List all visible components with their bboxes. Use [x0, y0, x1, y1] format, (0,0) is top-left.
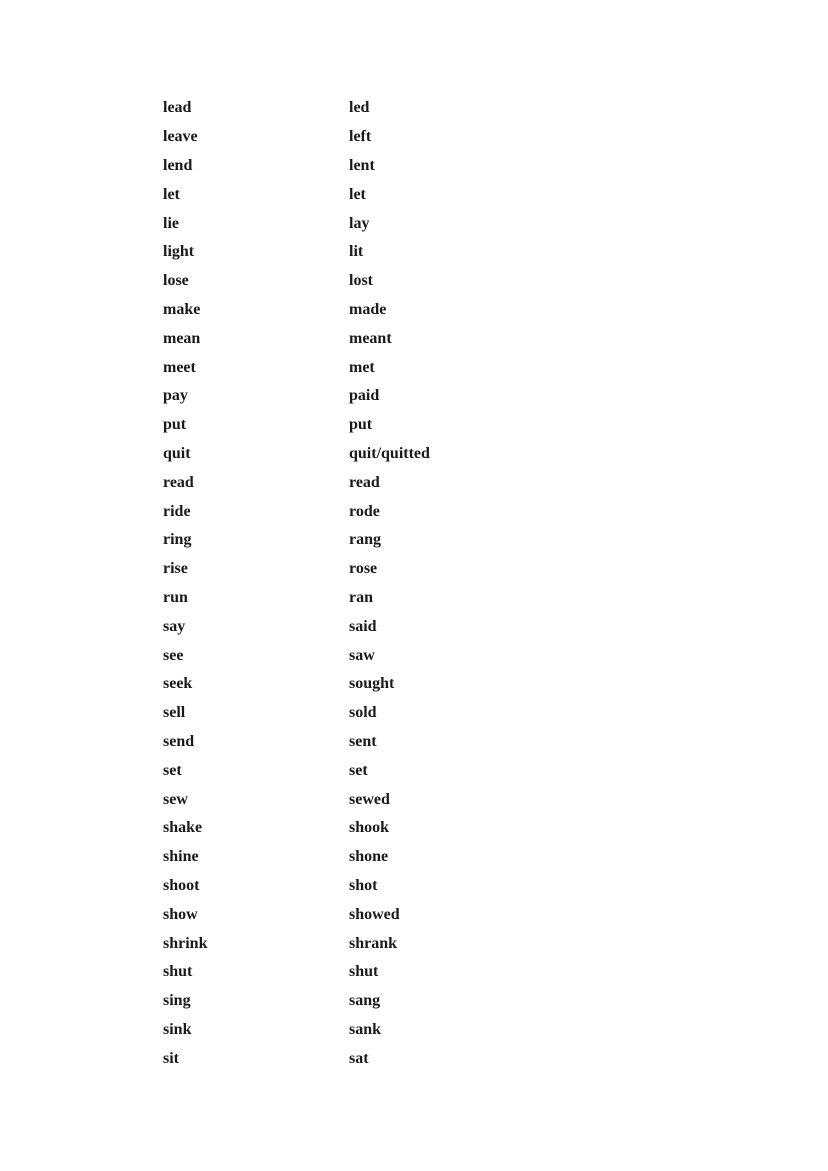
verb-row [163, 958, 563, 987]
verb-row [163, 468, 563, 497]
verb-row [163, 94, 563, 123]
verb-row [163, 555, 563, 584]
verb-base-form: ring [163, 531, 192, 549]
verb-base-form: send [163, 732, 195, 750]
verb-past-form: paid [349, 387, 380, 405]
verb-past-form: shut [349, 963, 379, 981]
verb-row [163, 814, 563, 843]
verb-base-form: sing [163, 992, 191, 1010]
verb-base-form: say [163, 617, 186, 635]
verb-row [163, 238, 563, 267]
verb-row [163, 929, 563, 958]
verb-row [163, 382, 563, 411]
verb-past-form: shot [349, 876, 378, 894]
verb-row [163, 900, 563, 929]
verb-row [163, 670, 563, 699]
verb-row [163, 152, 563, 181]
verb-row [163, 209, 563, 238]
verb-past-form: rose [349, 560, 378, 578]
verb-base-form: ride [163, 502, 191, 520]
verb-row [163, 353, 563, 382]
verb-past-form: rode [349, 502, 380, 520]
verb-row [163, 612, 563, 641]
verb-past-form: read [349, 473, 380, 491]
verb-base-form: sink [163, 1020, 192, 1038]
irregular-verb-list [163, 94, 563, 1073]
verb-past-form: sold [349, 704, 377, 722]
verb-past-form: showed [349, 905, 400, 923]
verb-past-form: put [349, 416, 373, 434]
verb-base-form: show [163, 905, 198, 923]
verb-past-form: left [349, 128, 372, 146]
verb-past-form: lent [349, 156, 375, 174]
verb-row [163, 1016, 563, 1045]
verb-row [163, 699, 563, 728]
verb-row [163, 1044, 563, 1073]
verb-base-form: seek [163, 675, 193, 693]
verb-row [163, 872, 563, 901]
verb-row [163, 411, 563, 440]
verb-base-form: leave [163, 128, 198, 146]
verb-base-form: put [163, 416, 187, 434]
verb-row [163, 641, 563, 670]
verb-row [163, 526, 563, 555]
verb-past-form: made [349, 300, 387, 318]
verb-row [163, 180, 563, 209]
verb-row [163, 756, 563, 785]
verb-base-form: shrink [163, 934, 208, 952]
verb-past-form: quit/quitted [349, 444, 430, 462]
verb-base-form: make [163, 300, 201, 318]
verb-base-form: lie [163, 214, 179, 232]
verb-past-form: saw [349, 646, 375, 664]
verb-base-form: shine [163, 848, 199, 866]
verb-row [163, 785, 563, 814]
verb-base-form: sell [163, 704, 186, 722]
verb-past-form: shrank [349, 934, 398, 952]
verb-row [163, 843, 563, 872]
verb-past-form: sought [349, 675, 395, 693]
verb-base-form: meet [163, 358, 196, 376]
verb-past-form: lay [349, 214, 370, 232]
verb-base-form: set [163, 761, 182, 779]
verb-past-form: meant [349, 329, 392, 347]
verb-base-form: rise [163, 560, 188, 578]
verb-base-form: lead [163, 99, 192, 117]
verb-base-form: shut [163, 963, 193, 981]
verb-past-form: shone [349, 848, 389, 866]
verb-base-form: shoot [163, 876, 200, 894]
verb-base-form: shake [163, 819, 203, 837]
verb-past-form: ran [349, 588, 373, 606]
verb-past-form: set [349, 761, 368, 779]
verb-row [163, 296, 563, 325]
verb-base-form: light [163, 243, 195, 261]
verb-base-form: pay [163, 387, 188, 405]
verb-past-form: let [349, 185, 366, 203]
verb-row [163, 123, 563, 152]
verb-base-form: sew [163, 790, 188, 808]
verb-past-form: sent [349, 732, 377, 750]
verb-row [163, 324, 563, 353]
verb-row [163, 728, 563, 757]
verb-base-form: sit [163, 1049, 179, 1067]
verb-row [163, 987, 563, 1016]
verb-row [163, 497, 563, 526]
verb-past-form: sang [349, 992, 381, 1010]
verb-row [163, 440, 563, 469]
verb-past-form: shook [349, 819, 390, 837]
verb-base-form: read [163, 473, 194, 491]
verb-past-form: lost [349, 272, 373, 290]
verb-past-form: sank [349, 1020, 382, 1038]
verb-past-form: sewed [349, 790, 390, 808]
verb-base-form: quit [163, 444, 191, 462]
verb-past-form: sat [349, 1049, 369, 1067]
verb-base-form: lose [163, 272, 189, 290]
verb-row [163, 584, 563, 613]
verb-base-form: see [163, 646, 184, 664]
verb-base-form: mean [163, 329, 201, 347]
verb-base-form: lend [163, 156, 193, 174]
verb-past-form: rang [349, 531, 381, 549]
verb-past-form: said [349, 617, 377, 635]
verb-base-form: let [163, 185, 180, 203]
verb-past-form: led [349, 99, 370, 117]
verb-past-form: met [349, 358, 375, 376]
verb-past-form: lit [349, 243, 364, 261]
verb-base-form: run [163, 588, 188, 606]
verb-row [163, 267, 563, 296]
